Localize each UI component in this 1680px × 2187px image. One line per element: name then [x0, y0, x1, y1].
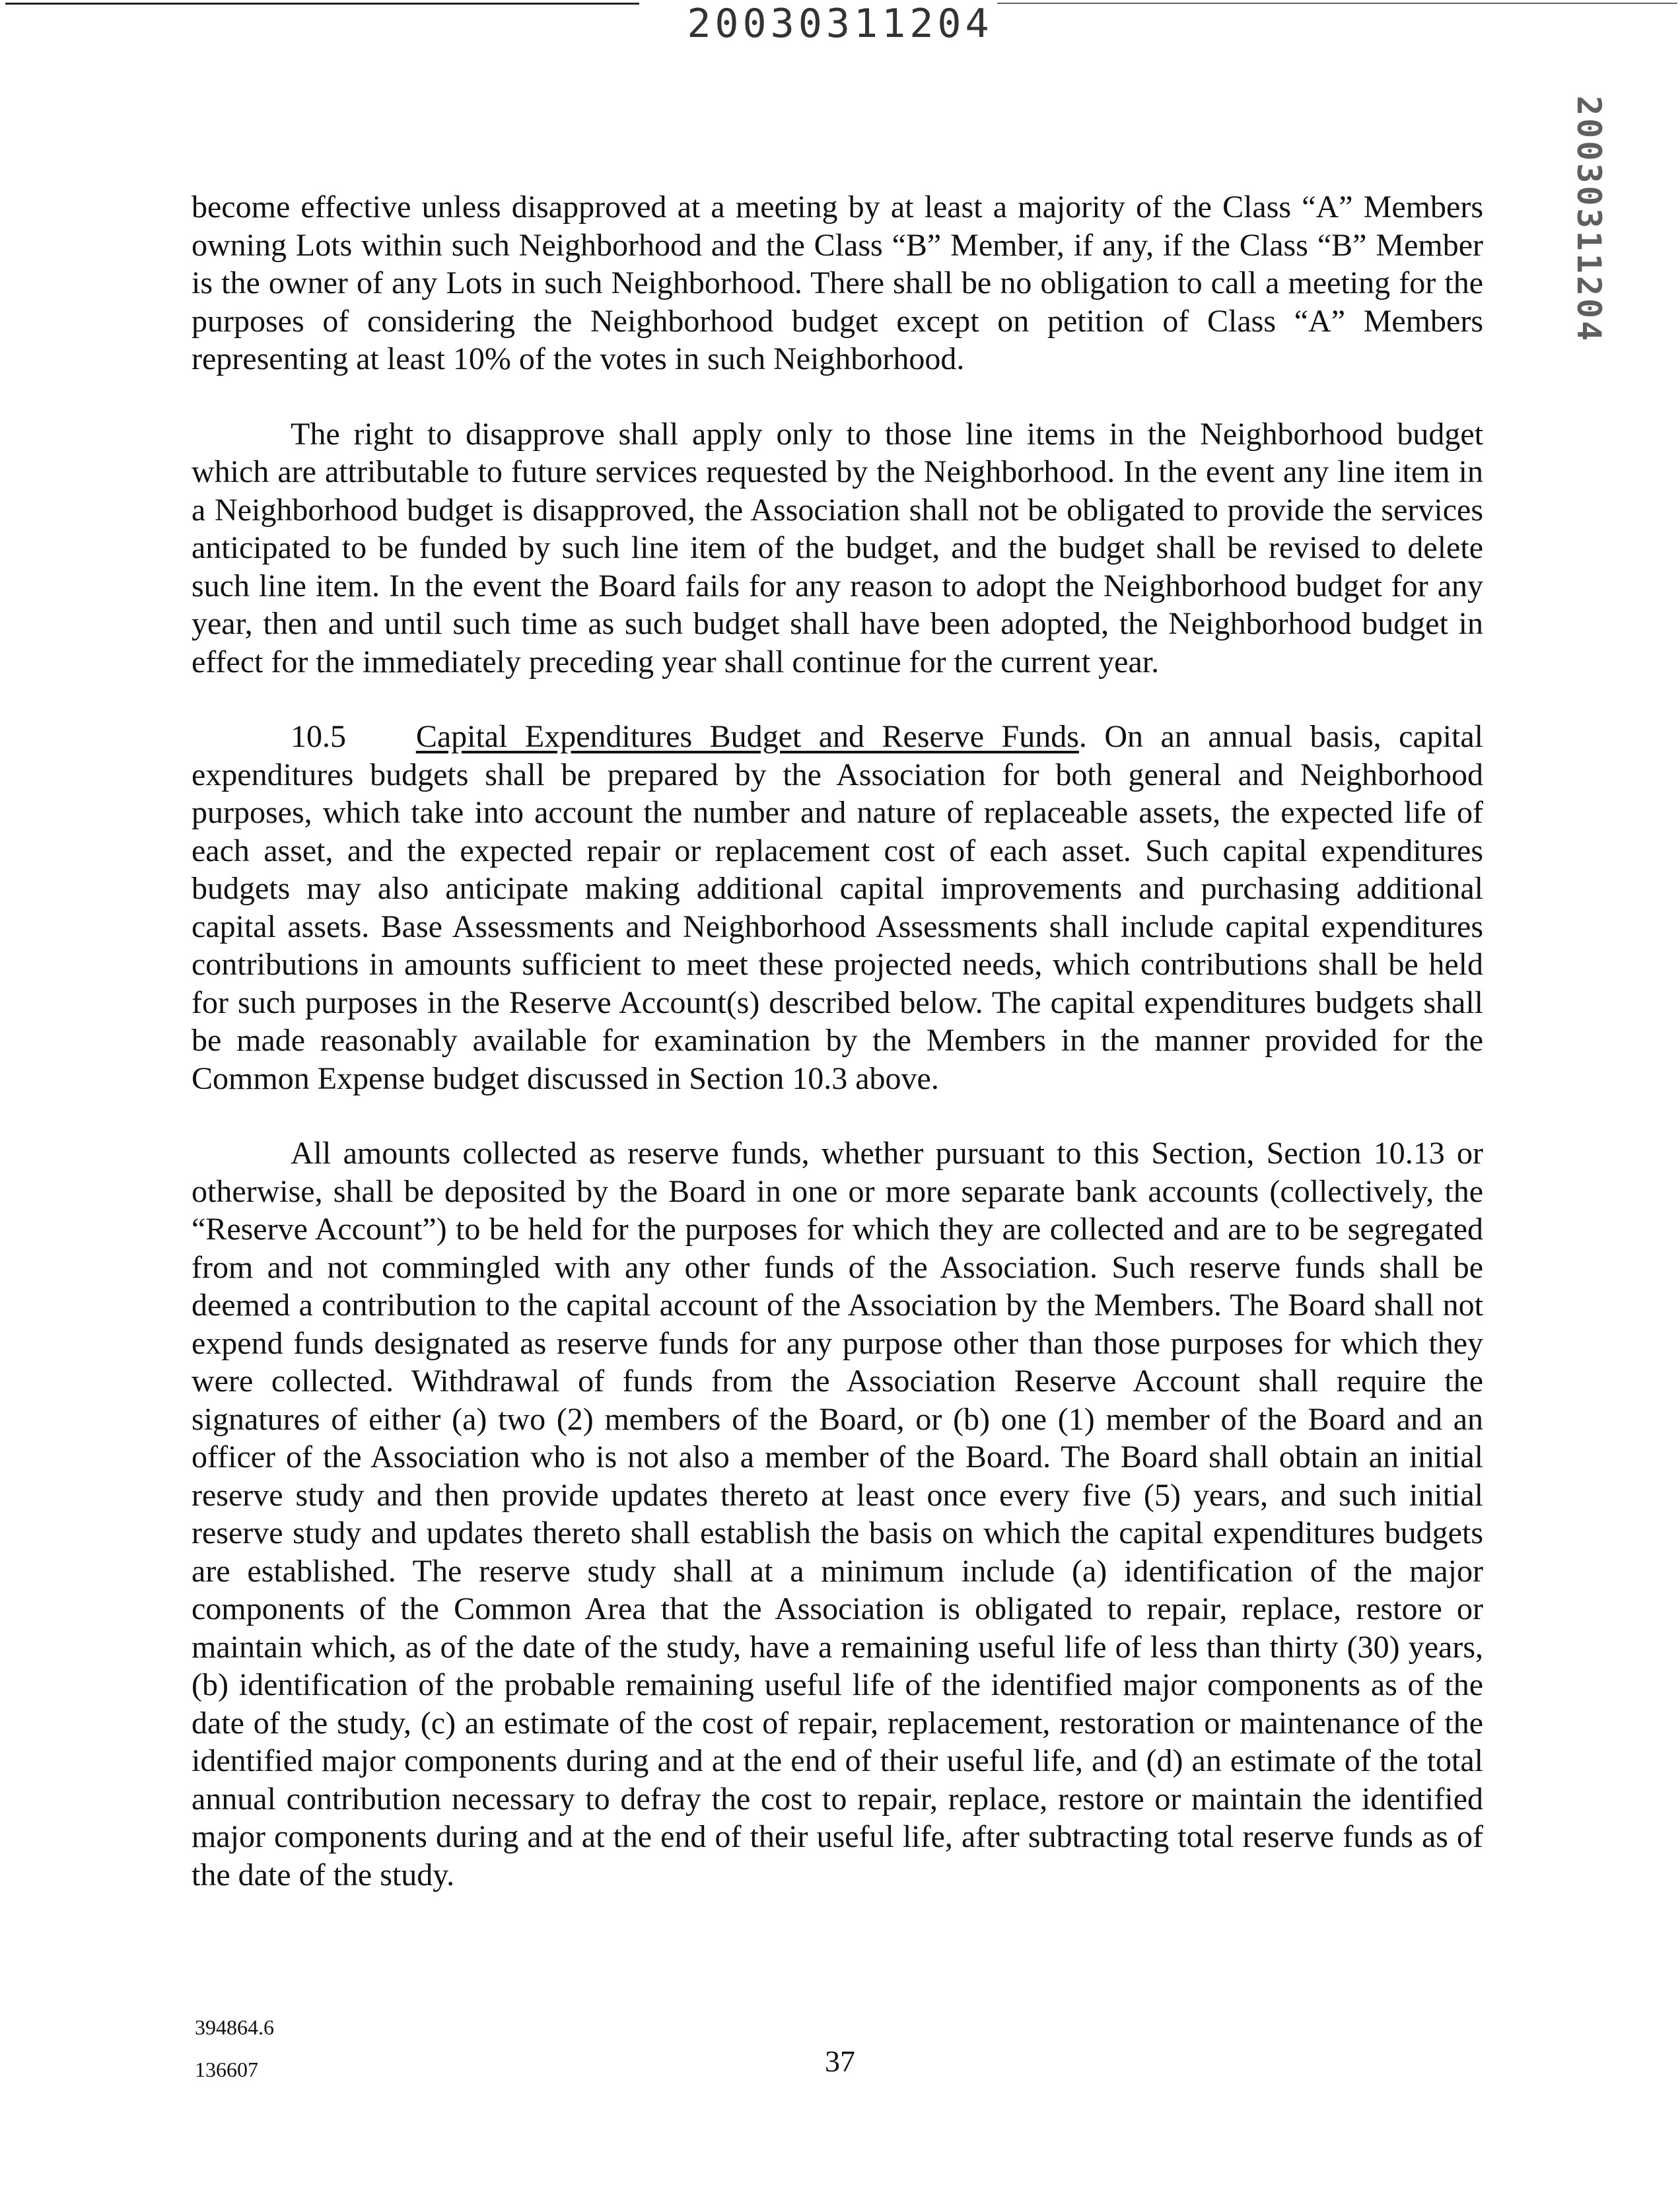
- paragraph-gap: [192, 1097, 1483, 1134]
- paragraph-1: become effective unless disapproved at a meeting by at least a majority of the Class “A” Members owning Lots within such Neighborhood and the Class “B” Member, if any, if the Class “B” Member is the owner of any Lots in such Neighborhood. There shall be no obligation to call a meeting for the purposes of considering the Neighborhood budget except on petition of Class “A” Members representing at least 10% of the votes in such Neighborhood.: [192, 190, 1483, 376]
- recording-number-stamp: 20030311204: [687, 1, 993, 47]
- paragraph-gap: [192, 681, 1483, 718]
- client-code: 136607: [195, 2058, 258, 2081]
- paragraph-gap: [192, 378, 1483, 415]
- paragraph-section-10-5: [192, 718, 1483, 1097]
- page-number: 37: [825, 2044, 855, 2078]
- document-body: [192, 188, 1483, 1894]
- side-recording-stamp: 20030311204: [1570, 96, 1608, 344]
- section-body: . On an annual basis, capital expenditures budgets shall be prepared by the Association for both general and Neighborhood purposes, which take into account the number and nature of replaceable assets, the expected life of each asset, and the expected repair or replacement cost of each asset. Such capital expenditures budgets may also anticipate making additional capital improvements and purchasing additional capital assets. Base Assessments and Neighborhood Assessments shall include capital expenditures contributions in amounts sufficient to meet these projected needs, which contributions shall be held for such purposes in the Reserve Account(s) described below. The capital expenditures budgets shall be made reasonably available for examination by the Members in the manner provided for the Common Expense budget discussed in Section 10.3 above.: [192, 719, 1484, 1096]
- paragraph-4: All amounts collected as reserve funds, whether pursuant to this Section, Section 10.13 or otherwise, shall be deposited by the Board in one or more separate bank accounts (collectively, the “Reserve Account”) to be held for the purposes for which they are collected and are to be segregated from and not commingled with any other funds of the Association. Such reserve funds shall be deemed a contribution to the capital account of the Association by the Members. The Board shall not expend funds designated as reserve funds for any purpose other than those purposes for which they were collected. Withdrawal of funds from the Association Reserve Account shall require the signatures of either (a) two (2) members of the Board, or (b) one (1) member of the Board and an officer of the Association who is not also a member of the Board. The Board shall obtain an initial reserve study and then provide updates thereto at least once every five (5) years, and such initial reserve study and updates thereto shall establish the basis on which the capital expenditures budgets are established. The reserve study shall at a minimum include (a) identification of the major components of the Common Area that the Association is obligated to repair, replace, restore or maintain which, as of the date of the study, have a remaining useful life of less than thirty (30) years, (b) identification of the probable remaining useful life of the identified major components as of the date of the study, (c) an estimate of the cost of repair, replacement, restoration or maintenance of the identified major components during and at the end of their useful life, and (d) an estimate of the total annual contribution necessary to defray the cost to repair, replace, restore or maintain the identified major components during and at the end of their useful life, after subtracting total reserve funds as of the date of the study.: [192, 1136, 1483, 1892]
- section-heading: Capital Expenditures Budget and Reserve Funds: [415, 719, 1079, 754]
- paragraph-2: The right to disapprove shall apply only to those line items in the Neighborhood budget which are attributable to future services requested by the Neighborhood. In the event any line item in a Neighborhood budget is disapproved, the Association shall not be obligated to provide the services anticipated to be funded by such line item of the budget, and the budget shall be revised to delete such line item. In the event the Board fails for any reason to adopt the Neighborhood budget for any year, then and until such time as such budget shall have been adopted, the Neighborhood budget in effect for the immediately preceding year shall continue for the current year.: [192, 416, 1483, 679]
- section-number: 10.5: [291, 719, 346, 754]
- document-code: 394864.6: [195, 2015, 274, 2039]
